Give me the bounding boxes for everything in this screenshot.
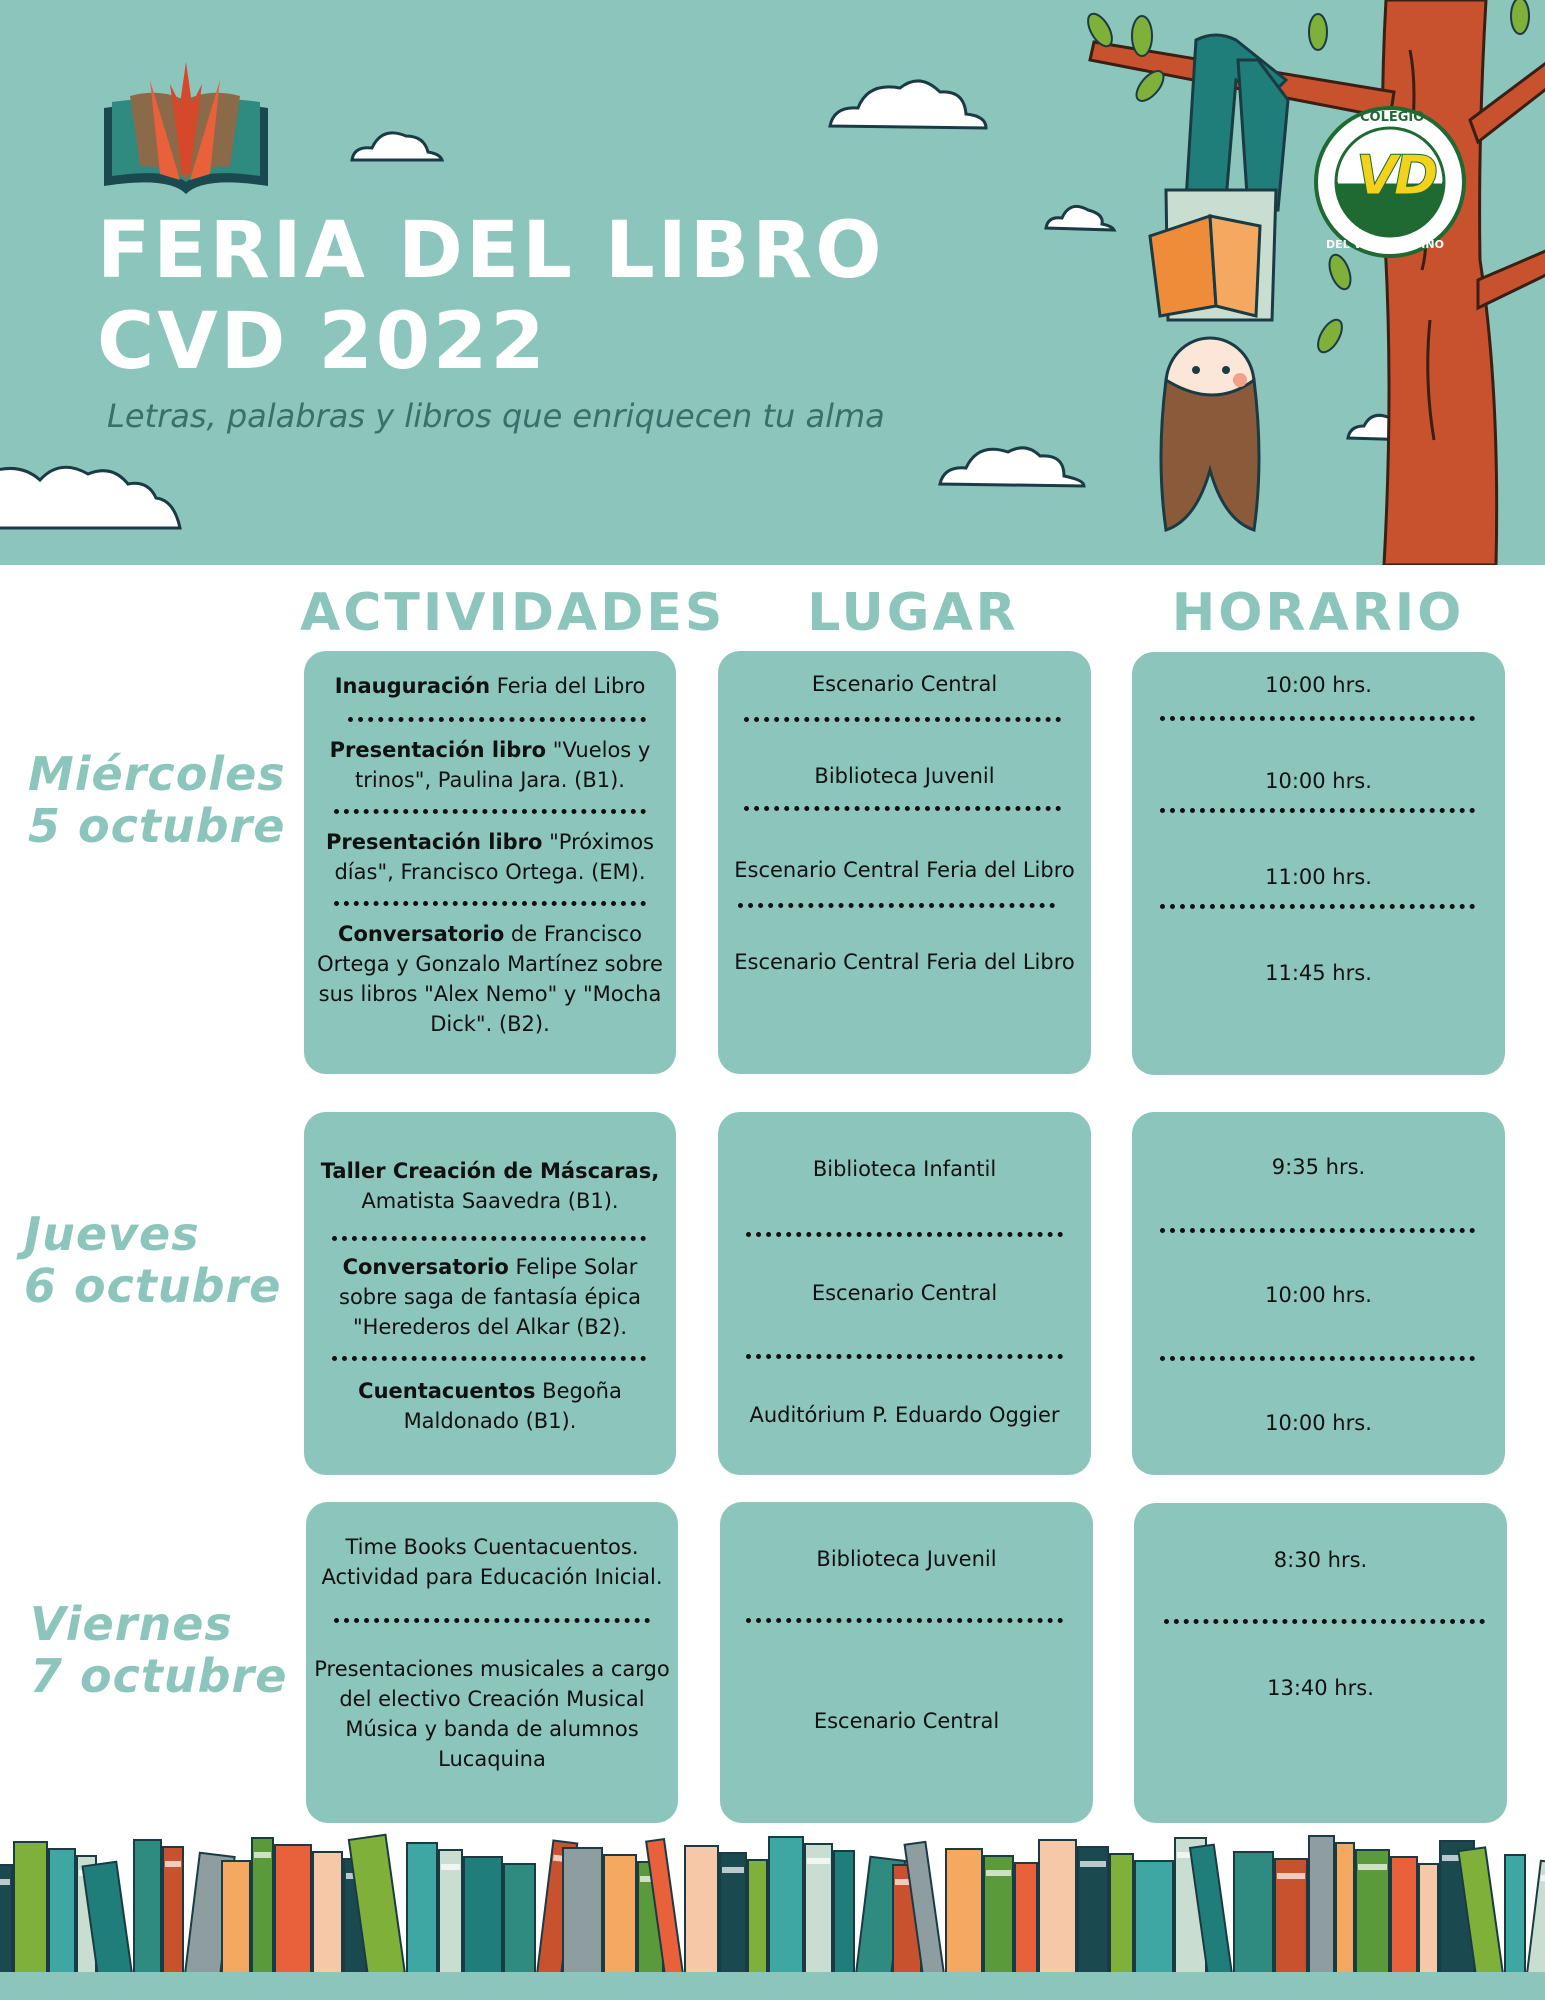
book-spine <box>275 1845 311 1975</box>
book-spine <box>49 1849 75 1975</box>
book-spine <box>1309 1836 1334 1975</box>
book-spine <box>805 1844 832 1975</box>
book-spine <box>946 1849 982 1975</box>
book-spine <box>1275 1859 1307 1975</box>
place-item: Escenario Central <box>811 672 998 696</box>
separator <box>1160 1228 1475 1233</box>
cloud-icon <box>352 133 442 160</box>
times-card <box>1132 1112 1505 1475</box>
separator <box>1160 1356 1475 1361</box>
time-item: 10:00 hrs. <box>1265 673 1372 697</box>
column-header-activities: ACTIVIDADES <box>300 583 726 643</box>
place-item: Escenario Central <box>811 1281 998 1305</box>
event-title-line2: CVD 2022 <box>97 297 548 387</box>
separator <box>334 809 646 814</box>
separator <box>334 1618 650 1623</box>
event-subtitle: Letras, palabras y libros que enriquecen tu alma <box>107 397 885 435</box>
reading-girl-illustration <box>1150 35 1288 530</box>
day-label <box>30 1598 287 1702</box>
book-spine <box>163 1847 183 1975</box>
separator <box>1164 1619 1485 1624</box>
book-spine <box>0 1865 12 1975</box>
activities-card <box>304 1112 676 1475</box>
day-name: Jueves <box>24 1207 200 1261</box>
book-spine <box>1391 1857 1417 1975</box>
book-spine <box>1356 1850 1389 1975</box>
tree-icon <box>1083 0 1545 565</box>
day-label <box>28 748 286 852</box>
place-item: Escenario Central Feria del Libro <box>734 858 1075 882</box>
event-title-line1: FERIA DEL LIBRO <box>97 206 885 296</box>
day-name: Viernes <box>30 1597 233 1651</box>
separator <box>348 717 646 722</box>
cloud-icon <box>940 448 1084 486</box>
book-spine <box>1234 1852 1273 1975</box>
activity-item: Presentación libro "Vuelos y trinos", Paulina Jara. (B1). <box>329 738 651 792</box>
day-label <box>24 1208 281 1312</box>
cloud-icon <box>830 81 986 128</box>
book-spine <box>984 1856 1013 1975</box>
book-spine <box>1135 1861 1173 1975</box>
time-item: 10:00 hrs. <box>1265 769 1372 793</box>
activity-item: Presentaciones musicales a cargo del electivo Creación Musical Música y banda de alumnos Lucaquina <box>314 1657 670 1771</box>
separator <box>746 1232 1063 1237</box>
book-spine <box>1419 1864 1438 1975</box>
day-date: 6 octubre <box>24 1259 282 1313</box>
book-spine <box>563 1848 602 1975</box>
separator <box>1160 716 1475 721</box>
time-item: 10:00 hrs. <box>1265 1411 1372 1435</box>
day-date: 7 octubre <box>30 1649 288 1703</box>
activity-item: Presentación libro "Próximos días", Francisco Ortega. (EM). <box>326 830 654 884</box>
book-spine <box>769 1837 803 1975</box>
column-header-time: HORARIO <box>1171 583 1465 643</box>
time-item: 9:35 hrs. <box>1271 1155 1366 1179</box>
time-item: 11:00 hrs. <box>1265 865 1372 889</box>
book-spine <box>1505 1855 1525 1975</box>
activity-item: Taller Creación de Máscaras, Amatista Saavedra (B1). <box>320 1159 660 1213</box>
place-item: Biblioteca Juvenil <box>816 1547 997 1571</box>
activity-item: Inauguración Feria del Libro <box>334 674 646 698</box>
book-spine <box>685 1846 718 1975</box>
separator <box>744 806 1061 811</box>
places-card <box>718 651 1091 1074</box>
book-spine <box>1078 1847 1108 1975</box>
book-spine <box>407 1843 437 1975</box>
book-spine <box>604 1855 636 1975</box>
cloud-icon <box>0 467 180 528</box>
book-spine <box>1336 1843 1354 1975</box>
separator <box>746 1618 1063 1623</box>
book-spine <box>748 1860 767 1975</box>
separator <box>738 903 1055 908</box>
footer-bar <box>0 1972 1545 2000</box>
book-spine <box>222 1861 250 1975</box>
seal-top-text: COLEGIO <box>1360 110 1425 125</box>
place-item: Auditórium P. Eduardo Oggier <box>749 1403 1060 1427</box>
book-spine <box>464 1857 502 1975</box>
bookshelf-illustration <box>0 1830 1545 1975</box>
book-spine <box>1039 1840 1076 1975</box>
book-spine <box>1015 1863 1037 1975</box>
book-spine <box>134 1840 161 1975</box>
places-card <box>718 1112 1091 1475</box>
book-spine <box>14 1842 47 1975</box>
day-date: 5 octubre <box>28 799 286 853</box>
place-item: Biblioteca Infantil <box>812 1157 997 1181</box>
book-spine <box>1110 1854 1133 1975</box>
separator <box>1160 808 1475 813</box>
school-seal-logo <box>1312 104 1468 260</box>
times-card <box>1134 1503 1507 1823</box>
separator <box>332 1356 646 1361</box>
book-spine <box>834 1851 854 1975</box>
activity-item: Time Books Cuentacuentos. Actividad para Educación Inicial. <box>321 1535 663 1589</box>
place-item: Escenario Central <box>813 1709 1000 1733</box>
cloud-icon <box>1046 206 1114 230</box>
header-banner <box>0 0 1545 565</box>
day-name: Miércoles <box>28 747 286 801</box>
activity-item: Cuentacuentos Begoña Maldonado (B1). <box>358 1379 622 1433</box>
separator <box>744 717 1061 722</box>
column-header-place: LUGAR <box>807 583 1019 643</box>
activity-item: Conversatorio de Francisco Ortega y Gonzalo Martínez sobre sus libros "Alex Nemo" y "Mocha Dick". (B2). <box>317 922 663 1036</box>
seal-bottom-text: DEL VERBO DIVINO <box>1326 238 1444 251</box>
places-card <box>720 1502 1093 1823</box>
separator <box>746 1354 1063 1359</box>
separator <box>332 1236 646 1241</box>
book-spine <box>439 1850 462 1975</box>
activity-item: Conversatorio Felipe Solar sobre saga de fantasía épica "Herederos del Alkar (B2). <box>339 1255 641 1339</box>
time-item: 8:30 hrs. <box>1273 1548 1368 1572</box>
book-spine <box>313 1852 342 1975</box>
seal-initials: VD <box>1356 144 1435 207</box>
open-book-logo-icon <box>104 62 268 194</box>
times-card <box>1132 652 1505 1075</box>
book-spine <box>504 1864 535 1975</box>
place-item: Biblioteca Juvenil <box>814 764 995 788</box>
activities-card <box>304 651 676 1074</box>
time-item: 11:45 hrs. <box>1265 961 1372 985</box>
book-spine <box>1527 1861 1545 1975</box>
time-item: 10:00 hrs. <box>1265 1283 1372 1307</box>
separator <box>334 901 646 906</box>
book-spine <box>252 1838 273 1975</box>
activities-card <box>306 1502 678 1823</box>
book-spine <box>720 1853 746 1975</box>
time-item: 13:40 hrs. <box>1267 1676 1374 1700</box>
separator <box>1160 904 1475 909</box>
place-item: Escenario Central Feria del Libro <box>734 950 1075 974</box>
